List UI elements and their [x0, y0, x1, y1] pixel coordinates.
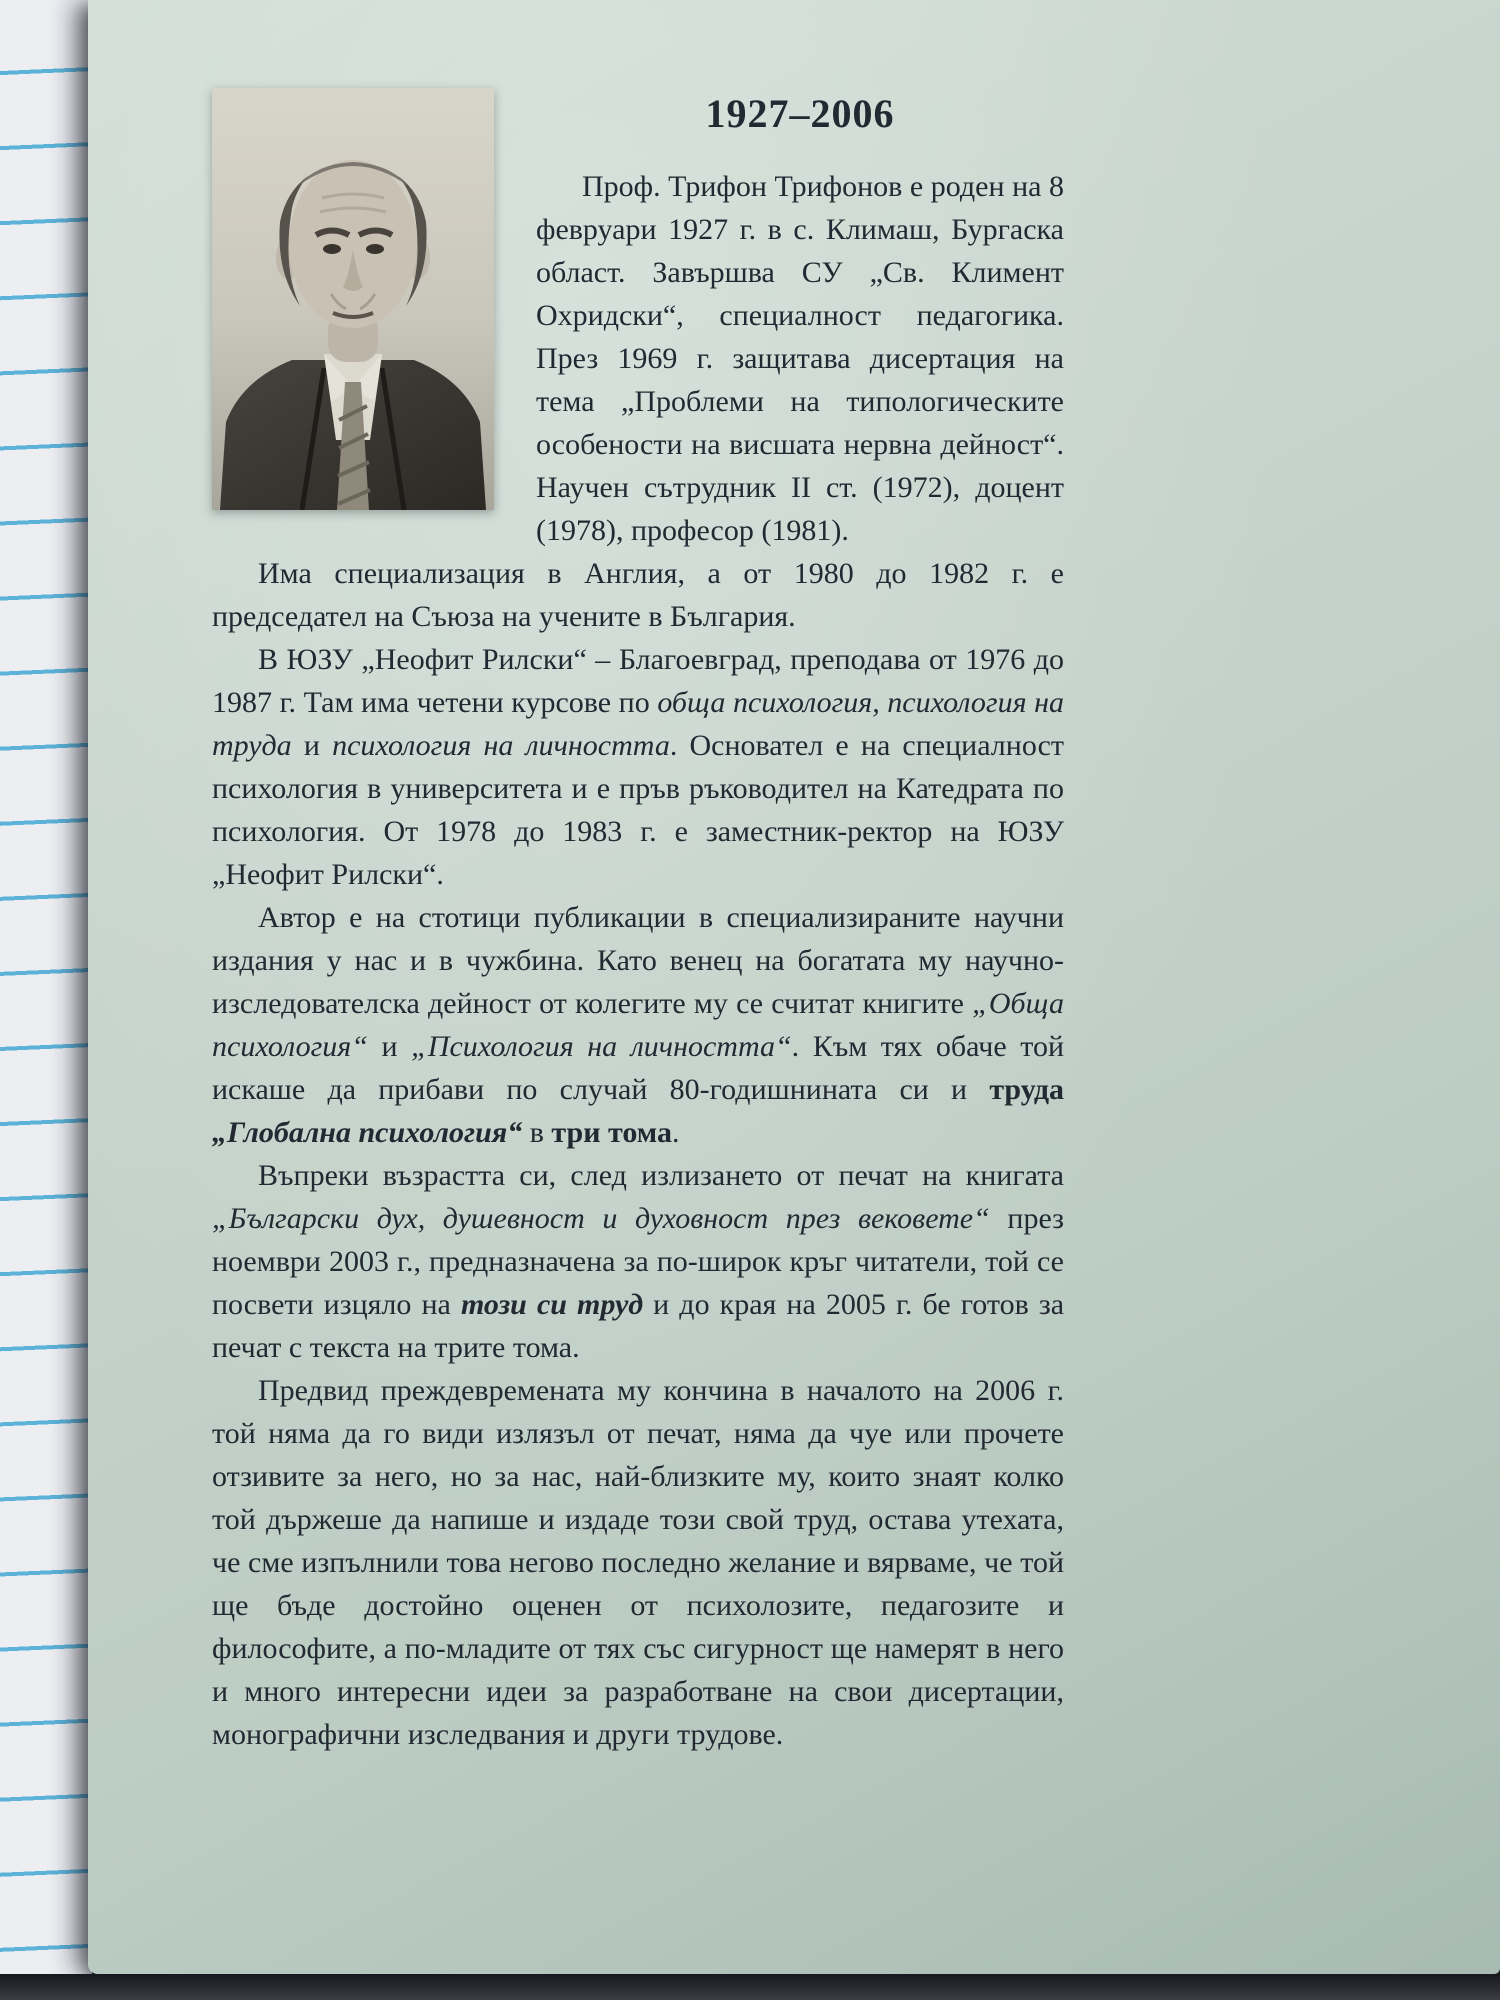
- text-segment: „Обща психология“: [212, 987, 1064, 1063]
- portrait-photo: [212, 88, 494, 510]
- text-segment: Автор е на стотици публикации в специализираните научни издания у нас и в чужбина. Като венец на богатата му научно-изследователска дейност от колегите му се считат книгите: [212, 901, 1064, 1020]
- text-segment: и: [291, 729, 333, 762]
- text-segment: . Към тях обаче той искаше да прибави по случай 80-годишнината си и: [212, 1030, 1064, 1106]
- paragraph: [212, 1369, 1064, 1756]
- text-segment: . Основател е на специалност психология в университета и е пръв ръководител на Катедрата по психология. От 1978 до 1983 г. е заместник-ректор на ЮЗУ „Неофит Рилски“.: [212, 729, 1064, 891]
- table-edge: [0, 1974, 1500, 2000]
- text-segment: В ЮЗУ „Неофит Рилски“ – Благоевград, преподава от 1976 до 1987 г. Там има четени курсове по: [212, 643, 1064, 719]
- text-segment: „Психология на личността“: [411, 1030, 792, 1063]
- book-back-cover: [88, 0, 1500, 1974]
- text-segment: Предвид преждевремената му кончина в началото на 2006 г. той няма да го види излязъл от печат, няма да чуе или прочете отзивите за него, но за нас, най-близките му, които знаят колко той държеше да напише и издаде този свой труд, остава утехата, че сме изпълнили това негово последно желание и вярваме, че той ще бъде достойно оценен от психолозите, педагозите и философите, а по-младите от тях със сигурност ще намерят в него и много интересни идеи за разработване на свои дисертации, монографични изследвания и други трудове.: [212, 1374, 1064, 1751]
- text-segment: този си труд: [460, 1288, 644, 1321]
- paragraph: [212, 1154, 1064, 1369]
- lined-notebook-paper: [0, 0, 92, 1974]
- text-segment: Проф. Трифон Трифонов е роден на 8 февруари 1927 г. в с. Климаш, Бургаска област. Завършва СУ „Св. Климент Охридски“, специалност педагогика. През 1969 г. защитава дисертация на тема „Проблеми на типологическите особености на висшата нервна дейност“. Научен сътрудник II ст. (1972), доцент (1978), професор (1981).: [536, 170, 1064, 547]
- text-segment: три тома: [551, 1116, 672, 1149]
- text-segment: през ноември 2003 г., предназначена за по-широк кръг читатели, той се посвети изцяло на: [212, 1202, 1064, 1321]
- content-area: [212, 84, 1064, 1756]
- page-title: 1927–2006: [705, 91, 895, 136]
- paragraph: [212, 638, 1064, 896]
- text-segment: .: [672, 1116, 680, 1149]
- text-segment: в: [522, 1116, 552, 1149]
- paragraph: [212, 552, 1064, 638]
- portrait-illustration: [212, 88, 494, 510]
- text-segment: труда: [989, 1073, 1064, 1106]
- text-segment: психология на личността: [332, 729, 670, 762]
- paragraph: [212, 896, 1064, 1154]
- text-segment: „Български дух, душевност и духовност през вековете“: [212, 1202, 990, 1235]
- text-segment: обща психология, психология на труда: [212, 686, 1065, 762]
- text-segment: Има специализация в Англия, а от 1980 до 1982 г. е председател на Съюза на учените в България.: [212, 557, 1064, 633]
- text-segment: „Глобална психология“: [212, 1116, 523, 1149]
- text-segment: и до края на 2005 г. бе готов за печат с текста на трите тома.: [212, 1288, 1065, 1364]
- text-segment: и: [367, 1030, 412, 1063]
- text-segment: Въпреки възрастта си, след излизането от печат на книгата: [258, 1159, 1064, 1192]
